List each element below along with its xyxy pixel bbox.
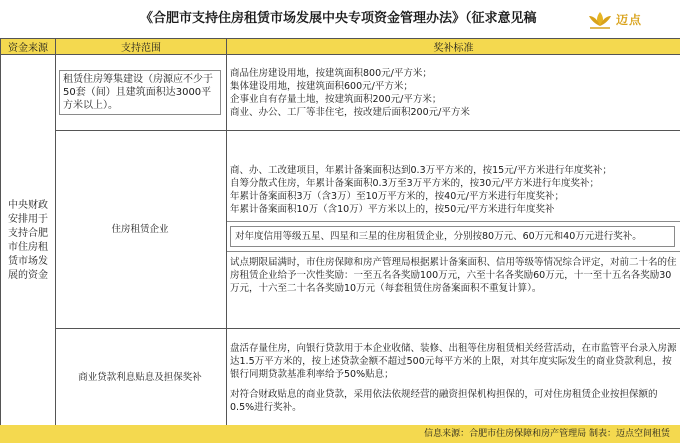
header-support-scope: 支持范围	[56, 39, 227, 55]
standard-block-ranking: 试点期限届满时，市住房保障和房产管理局根据累计备案面积、信用等级等情况综合评定，对前二十名的住房租赁企业给予一次性奖励：一至五名各奖励100万元，六至十名各奖励60万元，十一至十五名各奖励30万元，十六至二十名各奖励10万元（每套租赁住房备案面积不重复计算）。	[227, 251, 680, 298]
footer-source-text: 信息来源：合肥市住房保障和房产管理局 制表：迈点空间租赁	[424, 429, 670, 439]
table-row	[1, 329, 680, 427]
funding-source-cell: 中央财政安排用于支持合肥市住房租赁市场发展的资金	[1, 55, 56, 427]
standard-line: 自筹分散式住房，年累计备案面积0.3万至3万平方米的，按30元/平方米进行年度奖补；	[230, 178, 599, 189]
standard-cell-rental-enterprise	[227, 131, 680, 329]
scope-box-construction: 租赁住房筹集建设（房源应不少于50套（间）且建筑面积达3000平方米以上）。	[59, 70, 221, 115]
title-bar	[0, 0, 680, 38]
source-footer	[0, 425, 680, 443]
table-row	[1, 131, 680, 329]
standard-line: 商、办、工改建项目，年累计备案面积达到0.3万平方米的，按15元/平方米进行年度奖补；	[230, 165, 612, 176]
standard-line: 企事业自有存量土地，按建筑面积200元/平方米；	[230, 93, 442, 105]
document-title: 《合肥市支持住房租赁市场发展中央专项资金管理办法》（征求意见稿	[140, 11, 537, 26]
lotus-logo-icon	[586, 10, 614, 30]
standard-line: 商业、办公、工厂等非住宅，按改建后面积200元/平方米	[230, 106, 470, 118]
standard-block-area	[227, 161, 680, 222]
table-header-row	[1, 39, 680, 55]
standard-line: 年累计备案面积10万（含10万）平方米以上的，按50元/平方米进行年度奖补	[230, 204, 555, 215]
table-row	[1, 55, 680, 131]
standard-block-credit: 对年度信用等级五星、四星和三星的住房租赁企业，分别按80万元、60万元和40万元进行奖补。	[230, 226, 675, 247]
standard-cell-loan-subsidy	[227, 329, 680, 427]
standard-line: 商品住房建设用地，按建筑面积800元/平方米；	[230, 67, 432, 79]
standard-block-guarantee: 对符合财政贴息的商业贷款，采用依法依规经营的融资担保机构担保的，可对住房租赁企业按担保额的0.5%进行奖补。	[230, 389, 658, 413]
standard-block-interest: 盘活存量住房，向银行贷款用于本企业收储、装修、出租等住房租赁相关经营活动，在市监管平台录入房源达1.5万平方米的，按上述贷款金额不超过500元每平方米的上限，对其年度实际发生的商业贷款利息，按银行同期贷款基准利率给予50%贴息；	[230, 343, 677, 380]
scope-cell-rental-enterprise: 住房租赁企业	[56, 131, 227, 329]
logo-brand-text: 迈点	[616, 13, 643, 27]
header-award-standard: 奖补标准	[227, 39, 680, 55]
policy-table	[0, 38, 680, 427]
header-funding-source: 资金来源	[1, 39, 56, 55]
scope-cell-construction	[56, 55, 227, 131]
standard-cell-construction	[227, 55, 680, 131]
standard-line: 年累计备案面积3万（含3万）至10万平方米的，按40元/平方米进行年度奖补；	[230, 191, 564, 202]
standard-line: 集体建设用地，按建筑面积600元/平方米；	[230, 80, 413, 92]
scope-cell-loan-subsidy: 商业贷款利息贴息及担保奖补	[56, 329, 227, 427]
